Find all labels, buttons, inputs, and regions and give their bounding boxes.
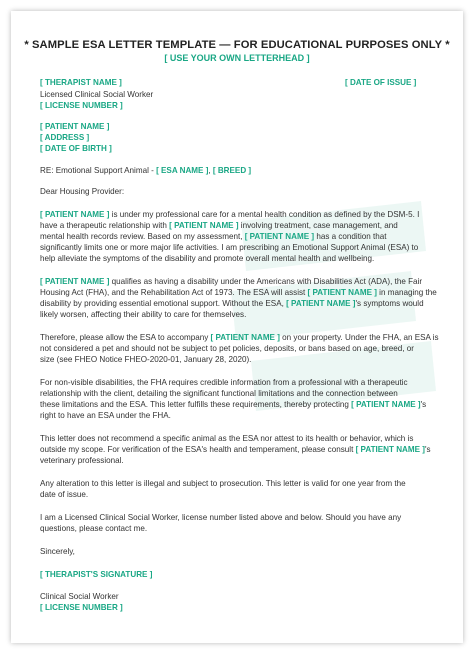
closing: Sincerely, [40,547,75,556]
para2-text: in managing the [376,288,437,297]
patient-name-placeholder: [ PATIENT NAME ] [40,210,110,219]
re-prefix: RE: Emotional Support Animal - [40,166,157,175]
therapist-title: Licensed Clinical Social Worker [40,90,154,99]
para3-line3: size (see FHEO Notice FHEO-2020-01, January 28, 2020). [40,355,252,364]
breed-placeholder: [ BREED ] [212,166,252,175]
patient-name-placeholder: [ PATIENT NAME ] [286,299,356,308]
para3-text: Therefore, please allow the ESA to accompany [40,333,211,342]
para1-line4: significantly limits one or more major life activities. I am prescribing an Emotional Support Animal (ESA) to [40,243,419,252]
re-comma: , [208,166,213,175]
letter-page [11,11,463,643]
para1-line5: help alleviate the symptoms of the disability and promote overall mental health and wellbeing. [40,254,375,263]
para2-text: 's symptoms would [355,299,424,308]
para3-text: on your property. Under the FHA, an ESA is [279,333,439,342]
para4-text: 's [420,400,427,409]
para5-line2 [40,444,431,456]
salutation: Dear Housing Provider: [40,187,125,196]
para2-text: Housing Act (FHA), and the Rehabilitation Act of 1973. The ESA will assist [40,288,308,297]
patient-name-placeholder: [ PATIENT NAME ] [307,288,377,297]
para4-line2: relationship with the client, detailing the significant functional limitations and the connection between [40,389,398,398]
letterhead-note: [ USE YOUR OWN LETTERHEAD ] [164,53,310,63]
para3-line2: not considered a pet and should not be subject to pet policies, deposits, or bans based on age, breed, or [40,344,414,353]
para2-text: qualifies as having a disability under the Americans with Disabilities Act (ADA), the Fair [109,277,423,286]
para1-line2 [40,220,398,232]
patient-name-placeholder: [ PATIENT NAME ] [210,333,280,342]
para7-line2: questions, please contact me. [40,524,148,533]
patient-name-placeholder: [ PATIENT NAME ] [169,221,239,230]
para7-line1: I am a Licensed Clinical Social Worker, license number listed above and below. Should you have any [40,513,402,522]
para3-line1 [40,332,439,344]
para1-text: is under my professional care for a mental health condition as defined by the DSM-5. I [109,210,420,219]
signature-placeholder: [ THERAPIST'S SIGNATURE ] [40,570,153,579]
para1-text: involving treatment, case management, and [238,221,398,230]
footer-title: Clinical Social Worker [40,592,119,601]
para1-line3 [40,231,387,243]
para4-text: these limitations and the ESA. This letter fulfills these requirements, thereby protecting [40,400,352,409]
para2-line2 [40,287,437,299]
therapist-name-placeholder: [ THERAPIST NAME ] [40,78,122,87]
document-title: * SAMPLE ESA LETTER TEMPLATE — FOR EDUCATIONAL PURPOSES ONLY * [24,39,450,51]
patient-name-placeholder: [ PATIENT NAME ] [40,277,110,286]
para4-line4: right to have an ESA under the FHA. [40,411,171,420]
date-of-issue-placeholder: [ DATE OF ISSUE ] [345,78,417,87]
patient-name-placeholder: [ PATIENT NAME ] [351,400,421,409]
patient-name-placeholder: [ PATIENT NAME ] [40,122,110,131]
therapist-license-placeholder: [ LICENSE NUMBER ] [40,101,123,110]
para1-text: have a therapeutic relationship with [40,221,170,230]
footer-license-placeholder: [ LICENSE NUMBER ] [40,603,123,612]
para1-text: has a condition that [314,232,387,241]
para2-text: disability by providing essential emotional support. Without the ESA, [40,299,287,308]
para4-line3 [40,399,426,411]
patient-address-placeholder: [ ADDRESS ] [40,133,90,142]
esa-name-placeholder: [ ESA NAME ] [156,166,209,175]
para2-line4: likely worsen, affecting their ability to care for themselves. [40,310,247,319]
para1-line1 [40,209,419,221]
patient-dob-placeholder: [ DATE OF BIRTH ] [40,144,112,153]
para5-text: outside my scope. For verification of the ESA's health and temperament, please consult [40,445,356,454]
para5-line1: This letter does not recommend a specific animal as the ESA nor attest to its health or behavior, which is [40,434,414,443]
para2-line1 [40,276,422,288]
para5-line3: veterinary professional. [40,456,124,465]
para1-text: mental health records review. Based on my assessment, [40,232,245,241]
para2-line3 [40,298,424,310]
re-line [40,165,251,177]
para5-text: 's [424,445,431,454]
para4-line1: For non-visible disabilities, the FHA requires credible information from a professional with a therapeutic [40,378,408,387]
patient-name-placeholder: [ PATIENT NAME ] [355,445,425,454]
patient-name-placeholder: [ PATIENT NAME ] [244,232,315,241]
para6-line1: Any alteration to this letter is illegal and subject to prosecution. This letter is valid for one year from the [40,479,406,488]
para6-line2: date of issue. [40,490,89,499]
